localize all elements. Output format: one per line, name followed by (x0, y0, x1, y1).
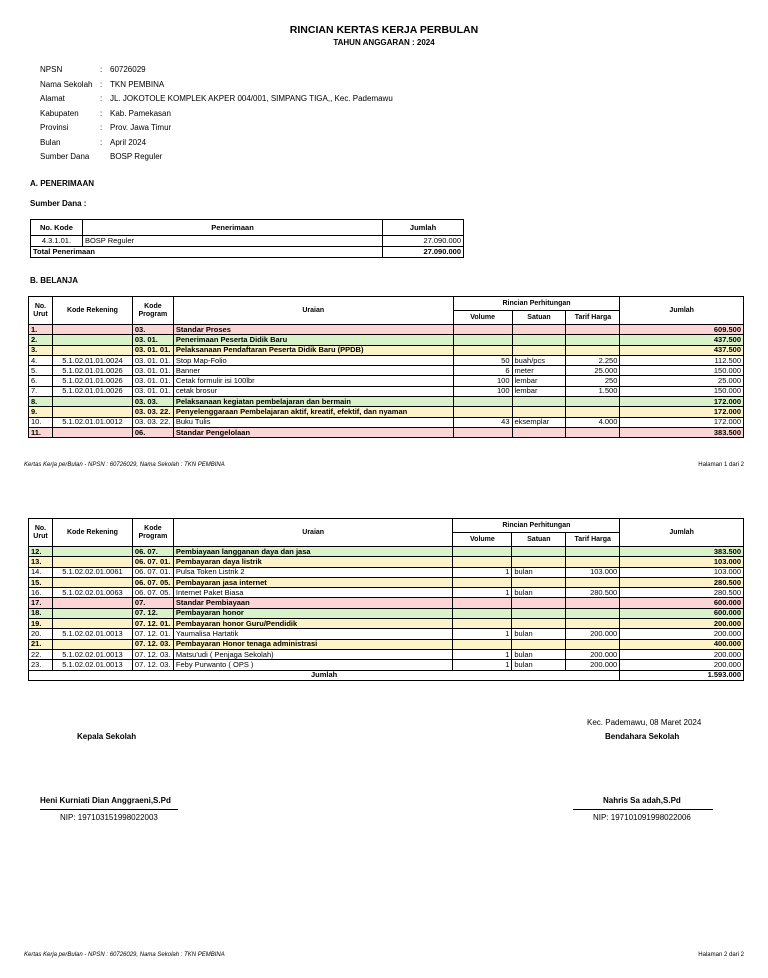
cell-kode-program: 06. 07. (132, 547, 173, 557)
cell-tarif: 25.000 (566, 366, 620, 376)
cell-tarif (566, 345, 620, 355)
table-header-row (31, 220, 464, 236)
cell-satuan (512, 397, 566, 407)
table-row (29, 376, 744, 386)
header-tarif: Tarif Harga (566, 311, 620, 325)
info-value: TKN PEMBINA (110, 79, 165, 89)
header-kode-program: Kode Program (132, 519, 173, 547)
header-rincian: Rincian Perhitungan (453, 297, 620, 311)
footer-page-number: Halaman 1 dari 2 (698, 462, 744, 468)
cell-kode-rekening: 5.1.02.02.01.0013 (52, 629, 132, 639)
cell-no: 11. (29, 427, 53, 437)
cell-penerimaan: BOSP Reguler (82, 236, 382, 247)
cell-no: 4. (29, 355, 53, 365)
info-separator (100, 151, 110, 166)
cell-kode-program: 03. 03. 22. (132, 417, 173, 427)
cell-jumlah: 600.000 (620, 598, 744, 608)
table-header-row (29, 297, 744, 311)
info-key: Provinsi (40, 123, 69, 132)
cell-uraian: cetak brosur (173, 386, 453, 396)
cell-kode-program: 03. 01. 01. (132, 376, 173, 386)
cell-tarif: 2.250 (566, 355, 620, 365)
cell-jumlah: 172.000 (620, 397, 744, 407)
table-row (29, 427, 744, 437)
cell-kode-program: 06. 07. 01. (132, 567, 173, 577)
total-row (31, 247, 464, 258)
cell-uraian: Buku Tulis (173, 417, 453, 427)
cell-kode-program: 07. 12. 03. (132, 639, 173, 649)
header-satuan: Satuan (512, 533, 566, 547)
cell-kode-program: 06. 07. 01. (132, 557, 173, 567)
cell-volume (453, 325, 512, 335)
cell-volume (453, 547, 512, 557)
cell-jumlah: 200.000 (620, 649, 744, 659)
cell-kode-rekening (52, 619, 132, 629)
cell-no: 7. (29, 386, 53, 396)
cell-no: 12. (29, 547, 53, 557)
cell-satuan (512, 345, 566, 355)
cell-uraian: Pelaksanaan kegiatan pembelajaran dan bermain (173, 397, 453, 407)
info-row-provinsi (40, 122, 393, 137)
cell-satuan (512, 619, 566, 629)
cell-kode-program: 03. 01. 01. (132, 345, 173, 355)
kepala-sekolah-name: Heni Kurniati Dian Anggraeni,S.Pd (40, 796, 171, 805)
cell-tarif (566, 598, 620, 608)
cell-jumlah: 150.000 (620, 386, 744, 396)
info-row-bulan (40, 137, 393, 152)
table-row (29, 629, 744, 639)
header-no-urut: No. Urut (29, 297, 53, 325)
cell-volume (453, 577, 512, 587)
cell-volume: 50 (453, 355, 512, 365)
cell-kode-rekening (52, 598, 132, 608)
table-row (29, 567, 744, 577)
section-belanja-title: B. BELANJA (30, 276, 79, 285)
cell-jumlah: 437.500 (620, 335, 744, 345)
cell-uraian: Matsu'udi ( Penjaga Sekolah) (173, 649, 453, 659)
cell-volume: 1 (453, 660, 512, 670)
header-uraian: Uraian (173, 519, 453, 547)
cell-kode-rekening: 5.1.02.01.01.0012 (52, 417, 132, 427)
cell-no: 6. (29, 376, 53, 386)
cell-satuan (512, 557, 566, 567)
cell-kode-program: 07. (132, 598, 173, 608)
kepala-sekolah-nip: NIP: 197103151998022003 (60, 813, 158, 822)
table-row (29, 547, 744, 557)
info-value: JL. JOKOTOLE KOMPLEK AKPER 004/001, SIMPANG TIGA,, Kec. Pademawu (110, 94, 393, 103)
section-penerimaan-title: A. PENERIMAAN (30, 179, 95, 188)
cell-volume (453, 345, 512, 355)
cell-uraian: Penerimaan Peserta Didik Baru (173, 335, 453, 345)
cell-uraian: Pembayaran daya listrik (173, 557, 453, 567)
signature-line-left (40, 809, 178, 810)
cell-kode-rekening: 5.1.02.02.01.0061 (52, 567, 132, 577)
cell-tarif: 103.000 (566, 567, 620, 577)
cell-kode-program: 07. 12. 03. (132, 649, 173, 659)
cell-no: 2. (29, 335, 53, 345)
footer-page-number: Halaman 2 dari 2 (698, 952, 744, 958)
cell-satuan (512, 427, 566, 437)
cell-volume (453, 397, 512, 407)
header-rincian: Rincian Perhitungan (453, 519, 620, 533)
cell-uraian: Standar Pembiayaan (173, 598, 453, 608)
cell-volume (453, 427, 512, 437)
header-no-urut: No. Urut (29, 519, 53, 547)
cell-kode-rekening (52, 345, 132, 355)
info-separator: : (100, 79, 103, 89)
document-title: RINCIAN KERTAS KERJA PERBULAN (289, 24, 479, 36)
cell-volume (453, 335, 512, 345)
cell-kode-program: 07. 12. 01. (132, 619, 173, 629)
header-jumlah: Jumlah (383, 220, 464, 236)
cell-satuan: bulan (512, 588, 566, 598)
cell-jumlah: 200.000 (620, 619, 744, 629)
place-date: Kec. Pademawu, 08 Maret 2024 (587, 718, 702, 727)
cell-no: 23. (29, 660, 53, 670)
cell-kode-rekening (52, 577, 132, 587)
table-row (29, 407, 744, 417)
cell-jumlah: 27.090.000 (383, 236, 464, 247)
cell-kode-rekening: 5.1.02.02.01.0013 (52, 649, 132, 659)
cell-satuan: eksemplar (512, 417, 566, 427)
cell-kode-rekening: 5.1.02.01.01.0026 (52, 386, 132, 396)
total-value: 27.090.000 (383, 247, 464, 258)
cell-kode-program: 03. 03. 22. (132, 407, 173, 417)
cell-no: 3. (29, 345, 53, 355)
cell-kode-program: 06. (132, 427, 173, 437)
cell-volume (453, 619, 512, 629)
penerimaan-table (30, 219, 464, 258)
cell-satuan (512, 598, 566, 608)
table-row (29, 577, 744, 587)
cell-tarif (566, 335, 620, 345)
school-info (40, 64, 393, 166)
bendahara-nip: NIP: 197101091998022006 (593, 813, 691, 822)
cell-kode-rekening: 5.1.02.02.01.0063 (52, 588, 132, 598)
cell-uraian: Pembayaran Honor tenaga administrasi (173, 639, 453, 649)
cell-jumlah: 280.500 (620, 588, 744, 598)
cell-jumlah: 103.000 (620, 567, 744, 577)
cell-tarif (566, 427, 620, 437)
cell-jumlah: 609.500 (620, 325, 744, 335)
info-value: Prov. Jawa Timur (110, 123, 172, 132)
table-row (29, 557, 744, 567)
cell-kode-rekening (52, 335, 132, 345)
cell-kode-program: 03. 01. (132, 335, 173, 345)
cell-tarif (566, 619, 620, 629)
table-row (29, 345, 744, 355)
cell-satuan: lembar (512, 376, 566, 386)
info-value: 60726029 (110, 65, 146, 74)
cell-tarif (566, 639, 620, 649)
cell-no: 9. (29, 407, 53, 417)
cell-volume (453, 598, 512, 608)
cell-satuan: lembar (512, 386, 566, 396)
cell-no: 14. (29, 567, 53, 577)
cell-satuan: bulan (512, 649, 566, 659)
header-kode-rekening: Kode Rekening (52, 297, 132, 325)
page-footer-1 (24, 462, 744, 468)
table-row (29, 649, 744, 659)
header-satuan: Satuan (512, 311, 566, 325)
cell-tarif (566, 397, 620, 407)
info-key: Nama Sekolah (40, 79, 93, 89)
cell-satuan: buah/pcs (512, 355, 566, 365)
header-jumlah: Jumlah (620, 519, 744, 547)
belanja-table-page-1 (28, 296, 744, 438)
cell-tarif: 1.500 (566, 386, 620, 396)
info-key: Alamat (40, 94, 65, 103)
table-row (29, 386, 744, 396)
cell-kode-program: 06. 07. 05. (132, 577, 173, 587)
cell-satuan: bulan (512, 629, 566, 639)
belanja-table-page-2 (28, 518, 744, 681)
cell-kode-rekening (52, 547, 132, 557)
cell-jumlah: 437.500 (620, 345, 744, 355)
table-row (29, 366, 744, 376)
footer-text: Kertas Kerja perBulan - NPSN : 60726029, Nama Sekolah : TKN PEMBINA (24, 462, 225, 468)
cell-uraian: Stop Map-Folio (173, 355, 453, 365)
total-row (29, 670, 744, 680)
cell-kode-rekening (52, 325, 132, 335)
table-row (29, 639, 744, 649)
cell-uraian: Standar Pengelolaan (173, 427, 453, 437)
cell-satuan (512, 577, 566, 587)
cell-jumlah: 383.500 (620, 427, 744, 437)
cell-kode-program: 03. (132, 325, 173, 335)
cell-satuan: bulan (512, 660, 566, 670)
cell-tarif (566, 577, 620, 587)
cell-uraian: Pembayaran honor Guru/Pendidik (173, 619, 453, 629)
cell-kode-program: 07. 12. (132, 608, 173, 618)
cell-tarif: 4.000 (566, 417, 620, 427)
cell-satuan (512, 335, 566, 345)
header-volume: Volume (453, 311, 512, 325)
bendahara-title: Bendahara Sekolah (605, 732, 680, 741)
cell-uraian: Cetak formulir isi 100lbr (173, 376, 453, 386)
total-label: Total Penerimaan (31, 247, 383, 258)
total-label: Jumlah (29, 670, 620, 680)
cell-kode: 4.3.1.01. (31, 236, 83, 247)
cell-jumlah: 150.000 (620, 366, 744, 376)
table-row (29, 660, 744, 670)
cell-no: 1. (29, 325, 53, 335)
cell-volume: 100 (453, 376, 512, 386)
header-kode-rekening: Kode Rekening (52, 519, 132, 547)
cell-kode-rekening: 5.1.02.01.01.0026 (52, 376, 132, 386)
cell-kode-rekening (52, 639, 132, 649)
cell-no: 13. (29, 557, 53, 567)
cell-jumlah: 112.500 (620, 355, 744, 365)
info-key: Sumber Dana (40, 152, 90, 161)
info-separator: : (100, 94, 103, 103)
cell-kode-rekening (52, 407, 132, 417)
cell-uraian: Banner (173, 366, 453, 376)
info-separator: : (100, 108, 103, 118)
cell-kode-program: 03. 01. 01. (132, 366, 173, 376)
cell-no: 5. (29, 366, 53, 376)
cell-no: 18. (29, 608, 53, 618)
cell-satuan (512, 639, 566, 649)
cell-volume: 6 (453, 366, 512, 376)
info-value: BOSP Reguler (110, 152, 163, 161)
info-value: Kab. Pamekasan (110, 108, 171, 118)
cell-jumlah: 172.000 (620, 417, 744, 427)
cell-tarif: 250 (566, 376, 620, 386)
cell-tarif (566, 325, 620, 335)
cell-no: 19. (29, 619, 53, 629)
total-value: 1.593.000 (620, 670, 744, 680)
cell-kode-program: 07. 12. 01. (132, 629, 173, 639)
cell-no: 20. (29, 629, 53, 639)
info-separator: : (100, 123, 103, 132)
cell-kode-program: 06. 07. 05. (132, 588, 173, 598)
cell-satuan (512, 547, 566, 557)
cell-uraian: Pembayaran honor (173, 608, 453, 618)
cell-kode-rekening: 5.1.02.02.01.0013 (52, 660, 132, 670)
table-row (29, 325, 744, 335)
cell-kode-program: 07. 12. 03. (132, 660, 173, 670)
cell-volume (453, 608, 512, 618)
cell-volume: 1 (453, 649, 512, 659)
cell-uraian: Yaumalisa Hartatik (173, 629, 453, 639)
kepala-sekolah-title: Kepala Sekolah (77, 732, 137, 741)
cell-kode-rekening (52, 608, 132, 618)
header-penerimaan: Penerimaan (82, 220, 382, 236)
cell-uraian: Standar Proses (173, 325, 453, 335)
cell-kode-rekening: 5.1.02.01.01.0024 (52, 355, 132, 365)
cell-jumlah: 103.000 (620, 557, 744, 567)
cell-kode-program: 03. 03. (132, 397, 173, 407)
signature-line-right (573, 809, 713, 810)
cell-volume (453, 407, 512, 417)
table-row (29, 397, 744, 407)
header-volume: Volume (453, 533, 512, 547)
sumber-dana-label: Sumber Dana : (30, 199, 87, 208)
cell-volume: 1 (453, 588, 512, 598)
cell-jumlah: 172.000 (620, 407, 744, 417)
cell-uraian: Pelaksanaan Pendaftaran Peserta Didik Baru (PPDB) (173, 345, 453, 355)
cell-volume: 100 (453, 386, 512, 396)
info-row-kabupaten (40, 108, 393, 123)
info-separator: : (100, 137, 103, 147)
table-row (29, 355, 744, 365)
cell-kode-rekening (52, 397, 132, 407)
cell-satuan (512, 407, 566, 417)
header-jumlah: Jumlah (620, 297, 744, 325)
cell-jumlah: 200.000 (620, 629, 744, 639)
cell-satuan: meter (512, 366, 566, 376)
cell-volume (453, 639, 512, 649)
header-no-kode: No. Kode (31, 220, 83, 236)
cell-jumlah: 383.500 (620, 547, 744, 557)
cell-volume: 1 (453, 567, 512, 577)
cell-no: 10. (29, 417, 53, 427)
info-key: Bulan (40, 137, 61, 147)
cell-no: 15. (29, 577, 53, 587)
page-footer-2 (24, 952, 744, 958)
cell-tarif (566, 557, 620, 567)
cell-tarif (566, 547, 620, 557)
table-row (29, 335, 744, 345)
info-row-alamat (40, 93, 393, 108)
cell-kode-rekening (52, 557, 132, 567)
cell-volume (453, 557, 512, 567)
info-row-nama-sekolah (40, 79, 393, 94)
info-key: NPSN (40, 65, 63, 74)
footer-text: Kertas Kerja perBulan - NPSN : 60726029, Nama Sekolah : TKN PEMBINA (24, 952, 225, 958)
header-uraian: Uraian (173, 297, 453, 325)
cell-jumlah: 200.000 (620, 660, 744, 670)
cell-no: 16. (29, 588, 53, 598)
cell-volume: 43 (453, 417, 512, 427)
cell-jumlah: 600.000 (620, 608, 744, 618)
info-key: Kabupaten (40, 108, 79, 118)
cell-uraian: Penyelenggaraan Pembelajaran aktif, kreatif, efektif, dan nyaman (173, 407, 453, 417)
cell-no: 21. (29, 639, 53, 649)
info-value: April 2024 (110, 137, 147, 147)
cell-tarif: 200.000 (566, 660, 620, 670)
cell-kode-rekening (52, 427, 132, 437)
cell-jumlah: 25.000 (620, 376, 744, 386)
cell-kode-program: 03. 01. 01. (132, 355, 173, 365)
cell-uraian: Pembiayaan langganan daya dan jasa (173, 547, 453, 557)
cell-jumlah: 400.000 (620, 639, 744, 649)
cell-jumlah: 280.500 (620, 577, 744, 587)
cell-tarif (566, 407, 620, 417)
header-tarif: Tarif Harga (566, 533, 620, 547)
cell-satuan: bulan (512, 567, 566, 577)
cell-tarif (566, 608, 620, 618)
cell-kode-rekening: 5.1.02.01.01.0026 (52, 366, 132, 376)
info-row-sumber-dana (40, 151, 393, 166)
table-header-row (29, 519, 744, 533)
table-row (31, 236, 464, 247)
table-row (29, 608, 744, 618)
table-row (29, 588, 744, 598)
cell-no: 8. (29, 397, 53, 407)
cell-uraian: Pulsa Token Listrik 2 (173, 567, 453, 577)
table-row (29, 619, 744, 629)
cell-uraian: Feby Purwanto ( OPS ) (173, 660, 453, 670)
table-row (29, 598, 744, 608)
table-row (29, 417, 744, 427)
info-row-npsn (40, 64, 393, 79)
cell-kode-program: 03. 01. 01. (132, 386, 173, 396)
cell-uraian: Pembayaran jasa internet (173, 577, 453, 587)
cell-no: 22. (29, 649, 53, 659)
cell-volume: 1 (453, 629, 512, 639)
cell-uraian: Internet Paket Biasa (173, 588, 453, 598)
cell-satuan (512, 608, 566, 618)
cell-satuan (512, 325, 566, 335)
info-separator: : (100, 65, 103, 74)
cell-tarif: 200.000 (566, 629, 620, 639)
cell-tarif: 200.000 (566, 649, 620, 659)
header-kode-program: Kode Program (132, 297, 173, 325)
document-subtitle: TAHUN ANGGARAN : 2024 (333, 38, 435, 47)
bendahara-name: Nahris Sa adah,S.Pd (603, 796, 681, 805)
cell-tarif: 280.500 (566, 588, 620, 598)
cell-no: 17. (29, 598, 53, 608)
